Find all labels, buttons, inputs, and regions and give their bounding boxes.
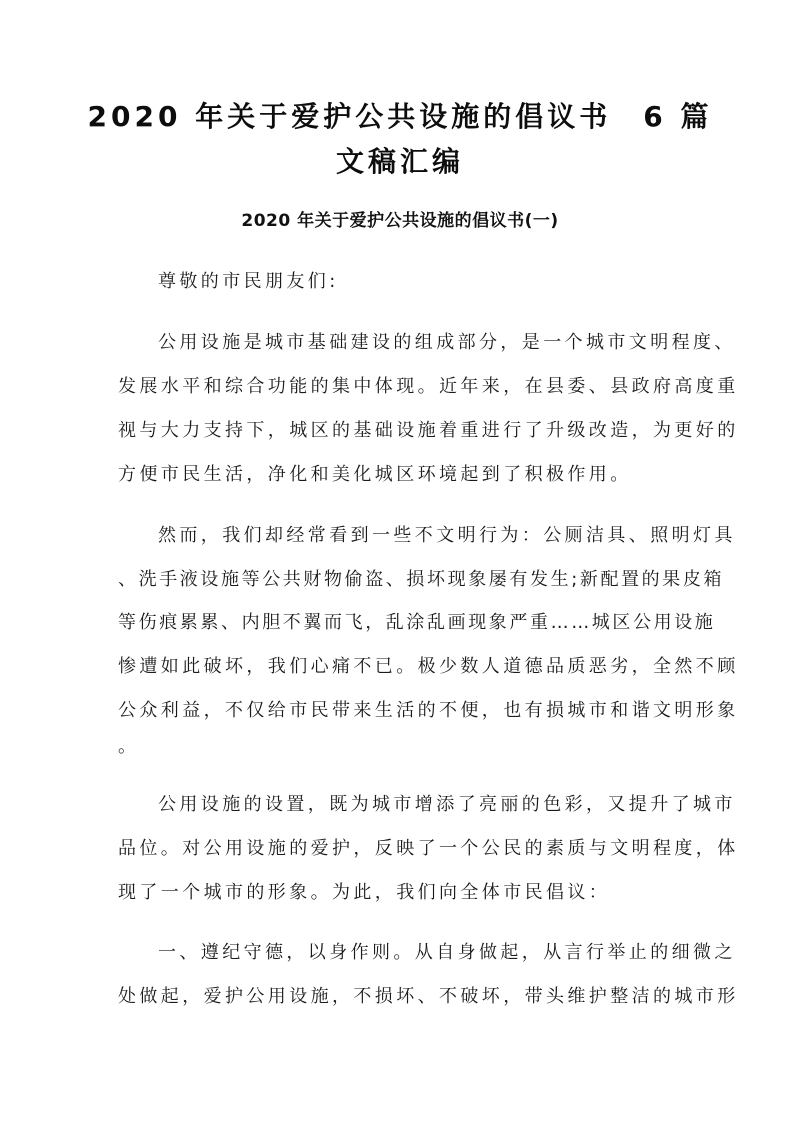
paragraph-2-line-3: 等伤痕累累、内胆不翼而飞，乱涂乱画现象严重……城区公用设施 [118,612,716,633]
document-title-line-2: 文稿汇编 [335,145,464,178]
document-title-line-1: 2020 年关于爱护公共设施的倡议书 6 篇 [87,100,713,133]
paragraph-1-line-2: 发展水平和综合功能的集中体现。近年来，在县委、县政府高度重 [118,376,739,397]
paragraph-1-line-1: 公用设施是城市基础建设的组成部分，是一个城市文明程度、 [158,332,736,353]
paragraph-2-line-4: 惨遭如此破坏，我们心痛不已。极少数人道德品质恶劣，全然不顾 [118,656,739,677]
paragraph-1-line-4: 方便市民生活，净化和美化城区环境起到了积极作用。 [118,464,632,485]
paragraph-2-line-2: 、洗手液设施等公共财物偷盗、损坏现象屡有发生;新配置的果皮箱 [118,569,725,590]
paragraph-4-line-2: 处做起，爱护公用设施，不损坏、不破坏，带头维护整洁的城市形 [118,986,739,1007]
paragraph-3-line-3: 现了一个城市的形象。为此，我们向全体市民倡议： [118,882,611,903]
paragraph-3-line-1: 公用设施的设置，既为城市增添了亮丽的色彩，又提升了城市 [158,794,736,815]
paragraph-4-line-1: 一、遵纪守德，以身作则。从自身做起，从言行举止的细微之 [158,942,736,963]
paragraph-2-line-1: 然而，我们却经常看到一些不文明行为：公厕洁具、照明灯具 [158,525,736,546]
paragraph-2-line-6: 。 [118,736,140,757]
paragraph-1-line-3: 视与大力支持下，城区的基础设施着重进行了升级改造，为更好的 [118,420,739,441]
section-title: 2020 年关于爱护公共设施的倡议书(一) [241,211,559,231]
paragraph-2-line-5: 公众利益，不仅给市民带来生活的不便，也有损城市和谐文明形象 [118,700,739,721]
paragraph-3-line-2: 品位。对公用设施的爱护，反映了一个公民的素质与文明程度，体 [118,838,739,859]
salutation: 尊敬的市民朋友们: [158,271,339,292]
